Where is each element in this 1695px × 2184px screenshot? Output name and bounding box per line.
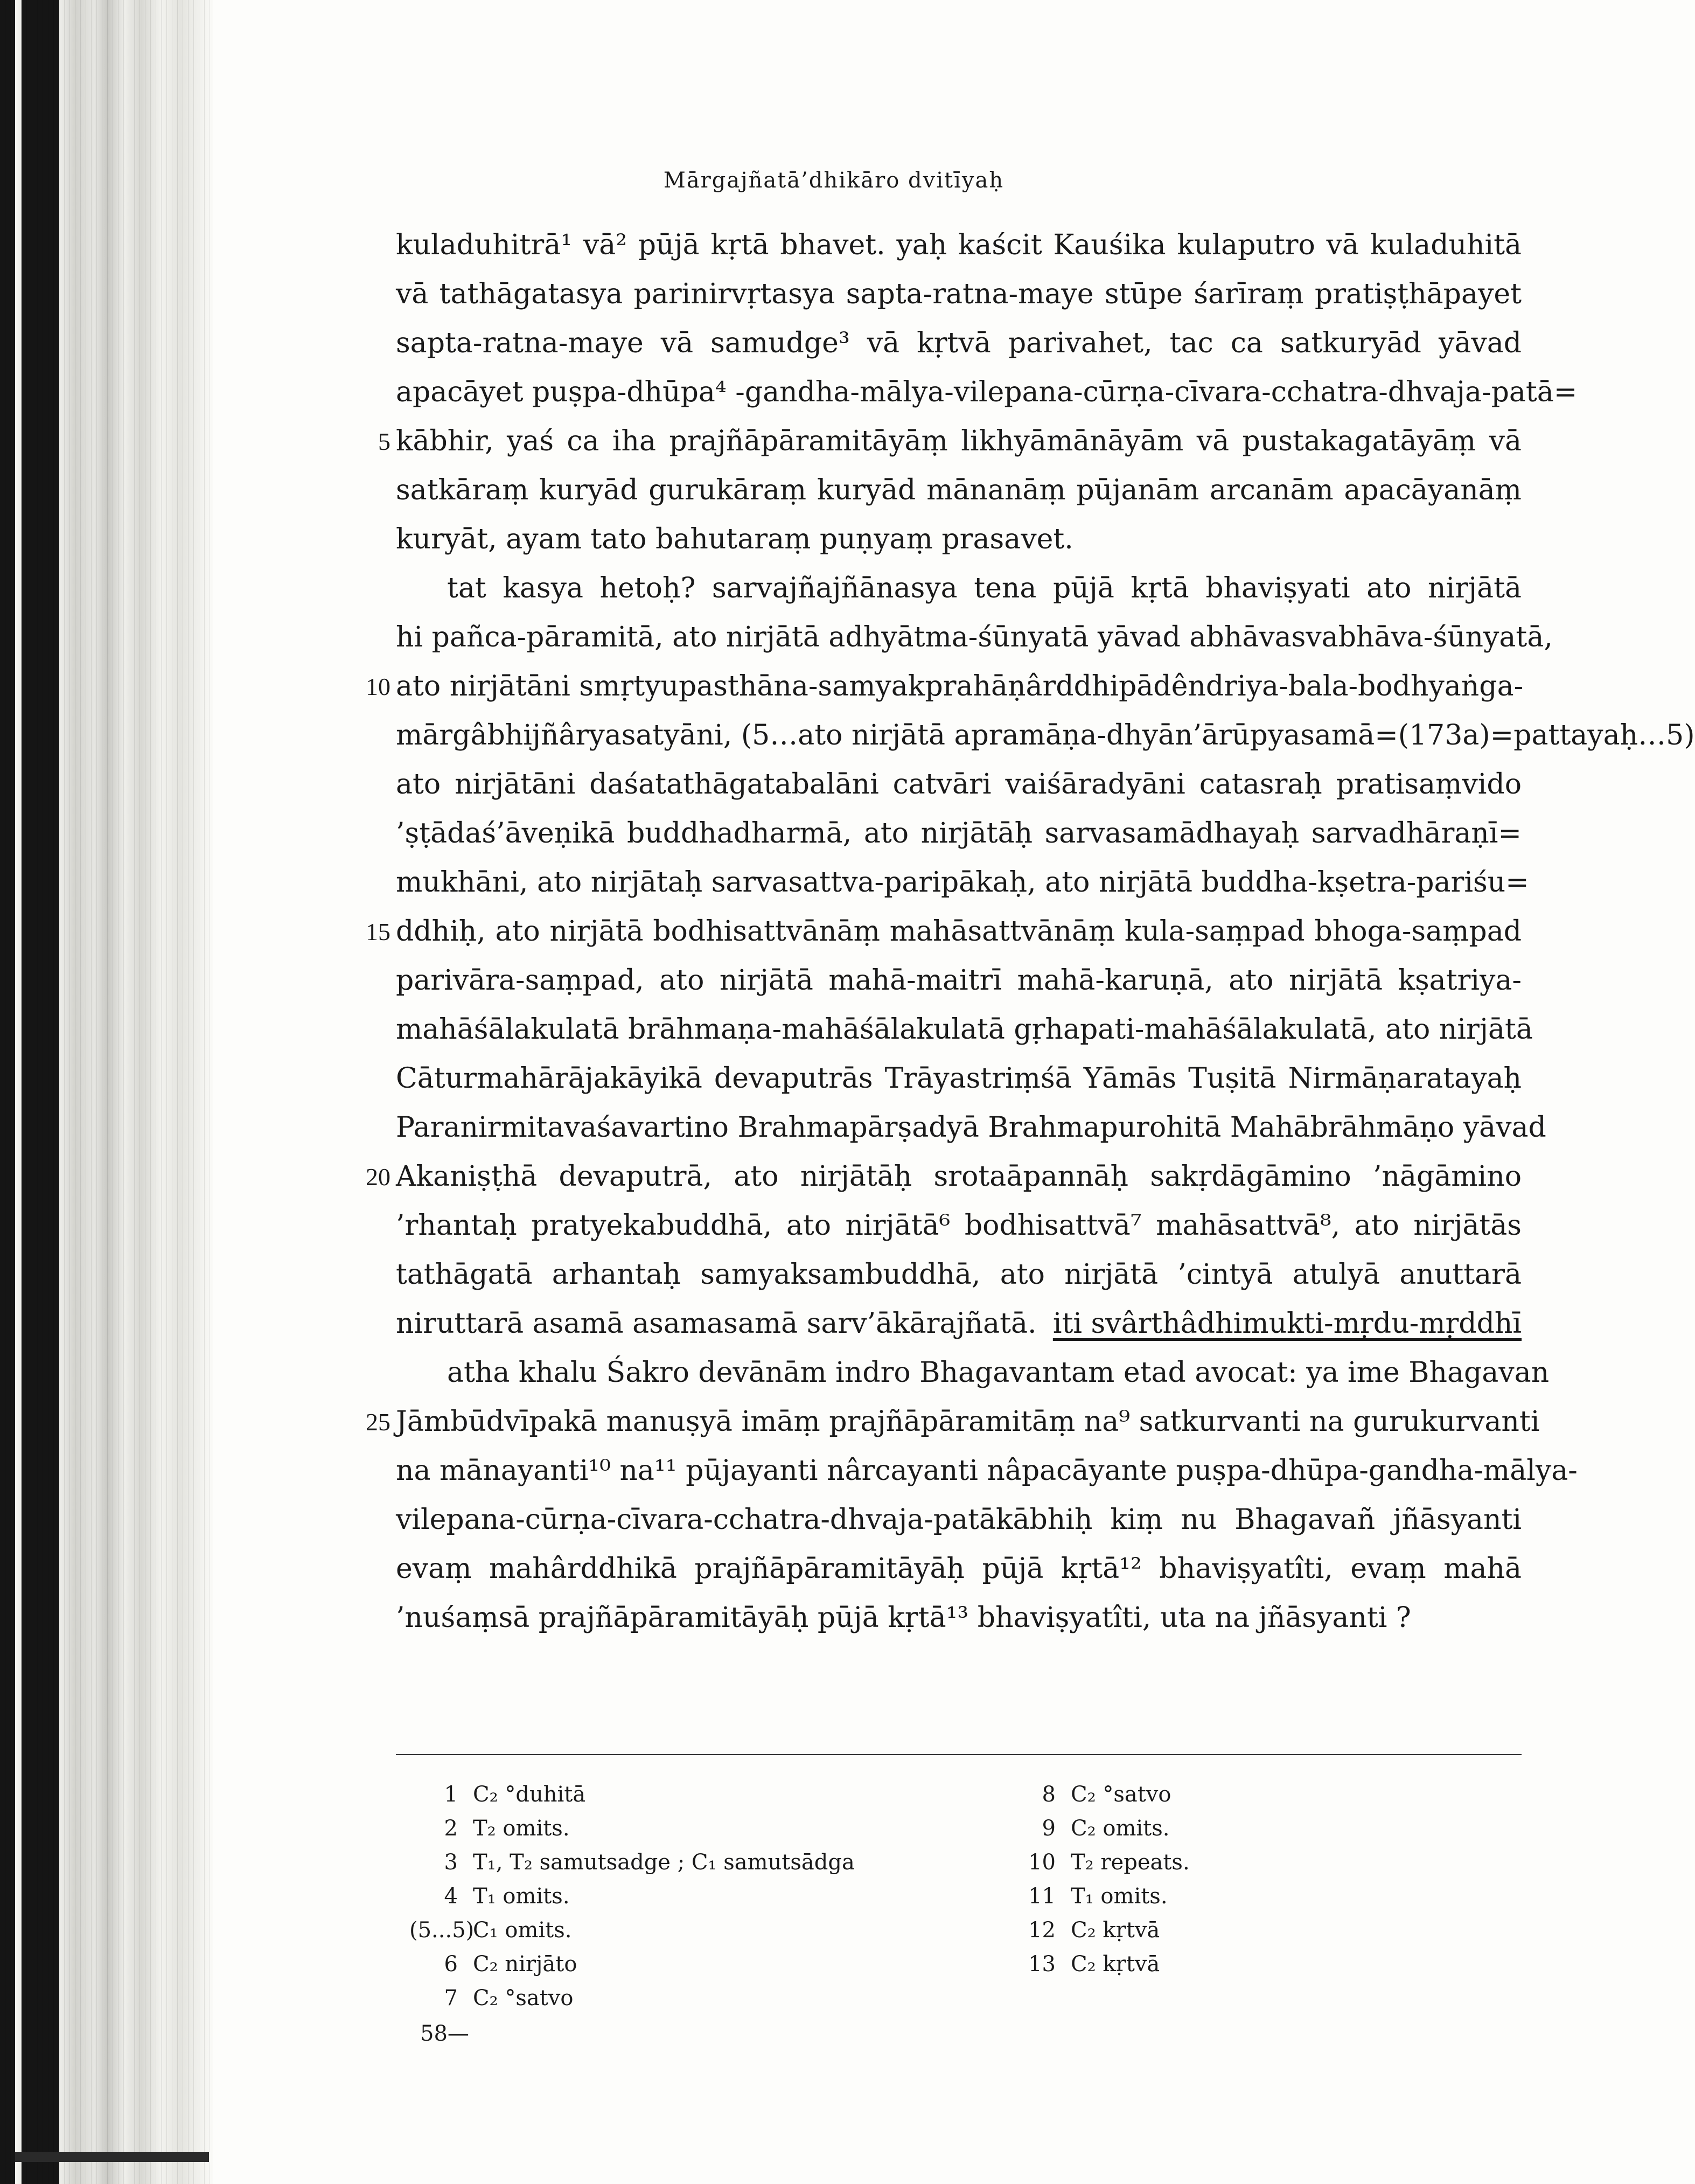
footnote-text: T₁ omits. bbox=[473, 1884, 570, 1909]
footnote bbox=[1007, 1812, 1384, 1846]
line-number: 5 bbox=[378, 428, 390, 455]
footnote-text: T₁ omits. bbox=[1071, 1884, 1168, 1909]
line-number: 20 bbox=[366, 1163, 390, 1191]
footnote-number: 7 bbox=[444, 1986, 458, 2011]
line-text: sapta-ratna-maye vā samudge³ vā kṛtvā parivahet, tac ca satkuryād yāvad bbox=[396, 327, 1522, 359]
footnote-text: C₂ omits. bbox=[1071, 1816, 1170, 1841]
text-line bbox=[396, 1103, 1546, 1152]
text-line bbox=[396, 466, 1522, 515]
footnotes-left-column bbox=[409, 1778, 894, 2015]
text-line bbox=[396, 956, 1522, 1005]
line-text: ’nuśaṃsā prajñāpāramitāyāḥ pūjā kṛtā¹³ bhaviṣyatîti, uta na jñāsyanti ? bbox=[396, 1602, 1411, 1634]
footnote-text: C₂ °satvo bbox=[1071, 1782, 1171, 1807]
footnote-number: 3 bbox=[444, 1850, 458, 1875]
text-line bbox=[396, 1005, 1533, 1054]
text-line bbox=[396, 270, 1522, 319]
text-line bbox=[396, 1299, 1522, 1348]
footnote bbox=[409, 1914, 894, 1947]
running-header: Mārgajñatā’dhikāro dvitīyaḥ bbox=[663, 168, 1005, 193]
text-line bbox=[396, 1201, 1522, 1250]
line-text: Paranirmitavaśavartino Brahmapārṣadyā Brahmapurohitā Mahābrāhmāṇo yāvad bbox=[396, 1111, 1546, 1144]
line-number: 25 bbox=[366, 1408, 390, 1436]
line-text: kābhir, yaś ca iha prajñāpāramitāyāṃ likhyāmānāyām vā pustakagatāyāṃ vā bbox=[396, 425, 1522, 457]
footnote-text: T₂ omits. bbox=[473, 1816, 570, 1841]
line-text: Akaniṣṭhā devaputrā, ato nirjātāḥ srotaāpannāḥ sakṛdāgāmino ’nāgāmino bbox=[396, 1160, 1522, 1193]
line-text: mahāśālakulatā brāhmaṇa-mahāśālakulatā gṛhapati-mahāśālakulatā, ato nirjātā bbox=[396, 1013, 1533, 1046]
text-line bbox=[396, 221, 1522, 270]
line-text: tathāgatā arhantaḥ samyaksambuddhā, ato nirjātā ’cintyā atulyā anuttarā bbox=[396, 1258, 1522, 1291]
text-line bbox=[396, 1250, 1522, 1299]
footnote-number: (5...5) bbox=[409, 1918, 475, 1943]
text-line bbox=[378, 417, 1522, 466]
footnote-number: 2 bbox=[444, 1816, 458, 1841]
text-line bbox=[366, 907, 1522, 956]
text-line bbox=[396, 368, 1578, 417]
text-line bbox=[366, 1397, 1540, 1446]
line-number: 15 bbox=[366, 918, 390, 945]
footnotes-right-column bbox=[1007, 1778, 1384, 1981]
footnote bbox=[409, 1778, 894, 1812]
footnote-number: 12 bbox=[1028, 1918, 1056, 1943]
footnote-text: C₂ kṛtvā bbox=[1071, 1952, 1160, 1977]
text-line bbox=[396, 809, 1522, 858]
line-text: na mānayanti¹⁰ na¹¹ pūjayanti nârcayanti nâpacāyante puṣpa-dhūpa-gandha-mālya- bbox=[396, 1455, 1578, 1487]
line-text: mārgâbhijñâryasatyāni, (5…ato nirjātā apramāṇa-dhyān’ārūpyasamā=(173a)=pattayaḥ…5) bbox=[396, 719, 1695, 752]
line-text: niruttarā asamā asamasamā sarv’ākārajñatā. bbox=[396, 1307, 1037, 1340]
footnote-number: 13 bbox=[1028, 1952, 1056, 1977]
line-text: ato nirjātāni daśatathāgatabalāni catvāri vaiśāradyāni catasraḥ pratisaṃvido bbox=[396, 768, 1522, 801]
footnote bbox=[1007, 1947, 1384, 1981]
footnote-text: C₂ °duhitā bbox=[473, 1782, 586, 1807]
scan-binding-texture bbox=[0, 0, 213, 2184]
text-line bbox=[396, 1545, 1522, 1594]
line-number: 10 bbox=[366, 673, 390, 700]
text-line bbox=[366, 662, 1524, 711]
line-text: atha khalu Śakro devānām indro Bhagavantam etad avocat: ya ime Bhagavan bbox=[447, 1357, 1550, 1389]
text-line bbox=[396, 1054, 1522, 1103]
text-line bbox=[396, 760, 1522, 809]
line-text: ddhiḥ, ato nirjātā bodhisattvānāṃ mahāsattvānāṃ kula-saṃpad bhoga-saṃpad bbox=[396, 915, 1522, 948]
line-text: ’rhantaḥ pratyekabuddhā, ato nirjātā⁶ bodhisattvā⁷ mahāsattvā⁸, ato nirjātās bbox=[396, 1209, 1522, 1242]
line-text: hi pañca-pāramitā, ato nirjātā adhyātma-śūnyatā yāvad abhāvasvabhāva-śūnyatā, bbox=[396, 621, 1553, 653]
line-text: mukhāni, ato nirjātaḥ sarvasattva-paripākaḥ, ato nirjātā buddha-kṣetra-pariśu= bbox=[396, 866, 1529, 899]
line-text: tat kasya hetoḥ? sarvajñajñānasya tena pūjā kṛtā bhaviṣyati ato nirjātā bbox=[447, 572, 1522, 604]
footnote bbox=[409, 1812, 894, 1846]
text-line bbox=[396, 1496, 1522, 1545]
footnote-text: C₂ nirjāto bbox=[473, 1952, 577, 1977]
text-line bbox=[396, 613, 1553, 662]
footnote bbox=[409, 1981, 894, 2015]
footnote-number: 11 bbox=[1028, 1884, 1056, 1909]
line-text: kuryāt, ayam tato bahutaraṃ puṇyaṃ prasavet. bbox=[396, 523, 1073, 555]
line-text: ato nirjātāni smṛtyupasthāna-samyakprahāṇârddhipādêndriya-bala-bodhyaṅga- bbox=[396, 670, 1524, 703]
footnote-number: 4 bbox=[444, 1884, 458, 1909]
text-line bbox=[396, 319, 1522, 368]
footnote bbox=[1007, 1846, 1384, 1880]
text-line bbox=[366, 1152, 1522, 1201]
text-line bbox=[396, 1446, 1578, 1496]
footnote-number: 6 bbox=[444, 1952, 458, 1977]
text-line bbox=[396, 515, 1522, 564]
text-line bbox=[396, 1348, 1550, 1397]
footnote bbox=[409, 1880, 894, 1914]
line-text: parivāra-saṃpad, ato nirjātā mahā-maitrī mahā-karuṇā, ato nirjātā kṣatriya- bbox=[396, 964, 1522, 997]
text-line bbox=[396, 711, 1695, 760]
scan-binding-bottom-bar bbox=[15, 2152, 209, 2162]
text-line bbox=[396, 858, 1529, 907]
text-line bbox=[396, 564, 1522, 613]
footnote-text: T₁, T₂ samutsadge ; C₁ samutsādga bbox=[473, 1850, 855, 1875]
footnote bbox=[409, 1846, 894, 1880]
footnote bbox=[1007, 1880, 1384, 1914]
footnote-text: T₂ repeats. bbox=[1071, 1850, 1190, 1875]
line-text: satkāraṃ kuryād gurukāraṃ kuryād mānanāṃ pūjanām arcanām apacāyanāṃ bbox=[396, 474, 1522, 506]
footnote bbox=[409, 1947, 894, 1981]
footnote-text: C₁ omits. bbox=[473, 1918, 572, 1943]
line-text: vā tathāgatasya parinirvṛtasya sapta-ratna-maye stūpe śarīraṃ pratiṣṭhāpayet bbox=[396, 278, 1522, 310]
page-number: 58— bbox=[420, 2021, 469, 2046]
line-text: Cāturmahārājakāyikā devaputrās Trāyastriṃśā Yāmās Tuṣitā Nirmāṇaratayaḥ bbox=[396, 1062, 1522, 1095]
footnote bbox=[1007, 1914, 1384, 1947]
footnote-number: 10 bbox=[1028, 1850, 1056, 1875]
footnote-rule bbox=[396, 1754, 1522, 1755]
line-text: Jāmbūdvīpakā manuṣyā imāṃ prajñāpāramitāṃ na⁹ satkurvanti na gurukurvanti bbox=[396, 1406, 1540, 1438]
footnote-number: 1 bbox=[444, 1782, 458, 1807]
main-text bbox=[366, 221, 1695, 1643]
line-text: kuladuhitrā¹ vā² pūjā kṛtā bhavet. yaḥ kaścit Kauśika kulaputro vā kuladuhitā bbox=[396, 229, 1522, 261]
text-line bbox=[396, 1594, 1522, 1643]
section-title: iti svârthâdhimukti-mṛdu-mṛddhī bbox=[1052, 1307, 1522, 1340]
line-text: vilepana-cūrṇa-cīvara-cchatra-dhvaja-patākābhiḥ kiṃ nu Bhagavañ jñāsyanti bbox=[396, 1504, 1522, 1536]
footnote-number: 8 bbox=[1042, 1782, 1056, 1807]
line-text: ’ṣṭādaś’āveṇikā buddhadharmā, ato nirjātāḥ sarvasamādhayaḥ sarvadhāraṇī= bbox=[396, 817, 1522, 850]
footnote-number: 9 bbox=[1042, 1816, 1056, 1841]
footnote-text: C₂ kṛtvā bbox=[1071, 1918, 1160, 1943]
footnote bbox=[1007, 1778, 1384, 1812]
line-text: evaṃ mahârddhikā prajñāpāramitāyāḥ pūjā kṛtā¹² bhaviṣyatîti, evaṃ mahā bbox=[396, 1553, 1522, 1585]
footnote-text: C₂ °satvo bbox=[473, 1986, 574, 2011]
line-text: apacāyet puṣpa-dhūpa⁴ -gandha-mālya-vilepana-cūrṇa-cīvara-cchatra-dhvaja-patā= bbox=[396, 376, 1578, 408]
